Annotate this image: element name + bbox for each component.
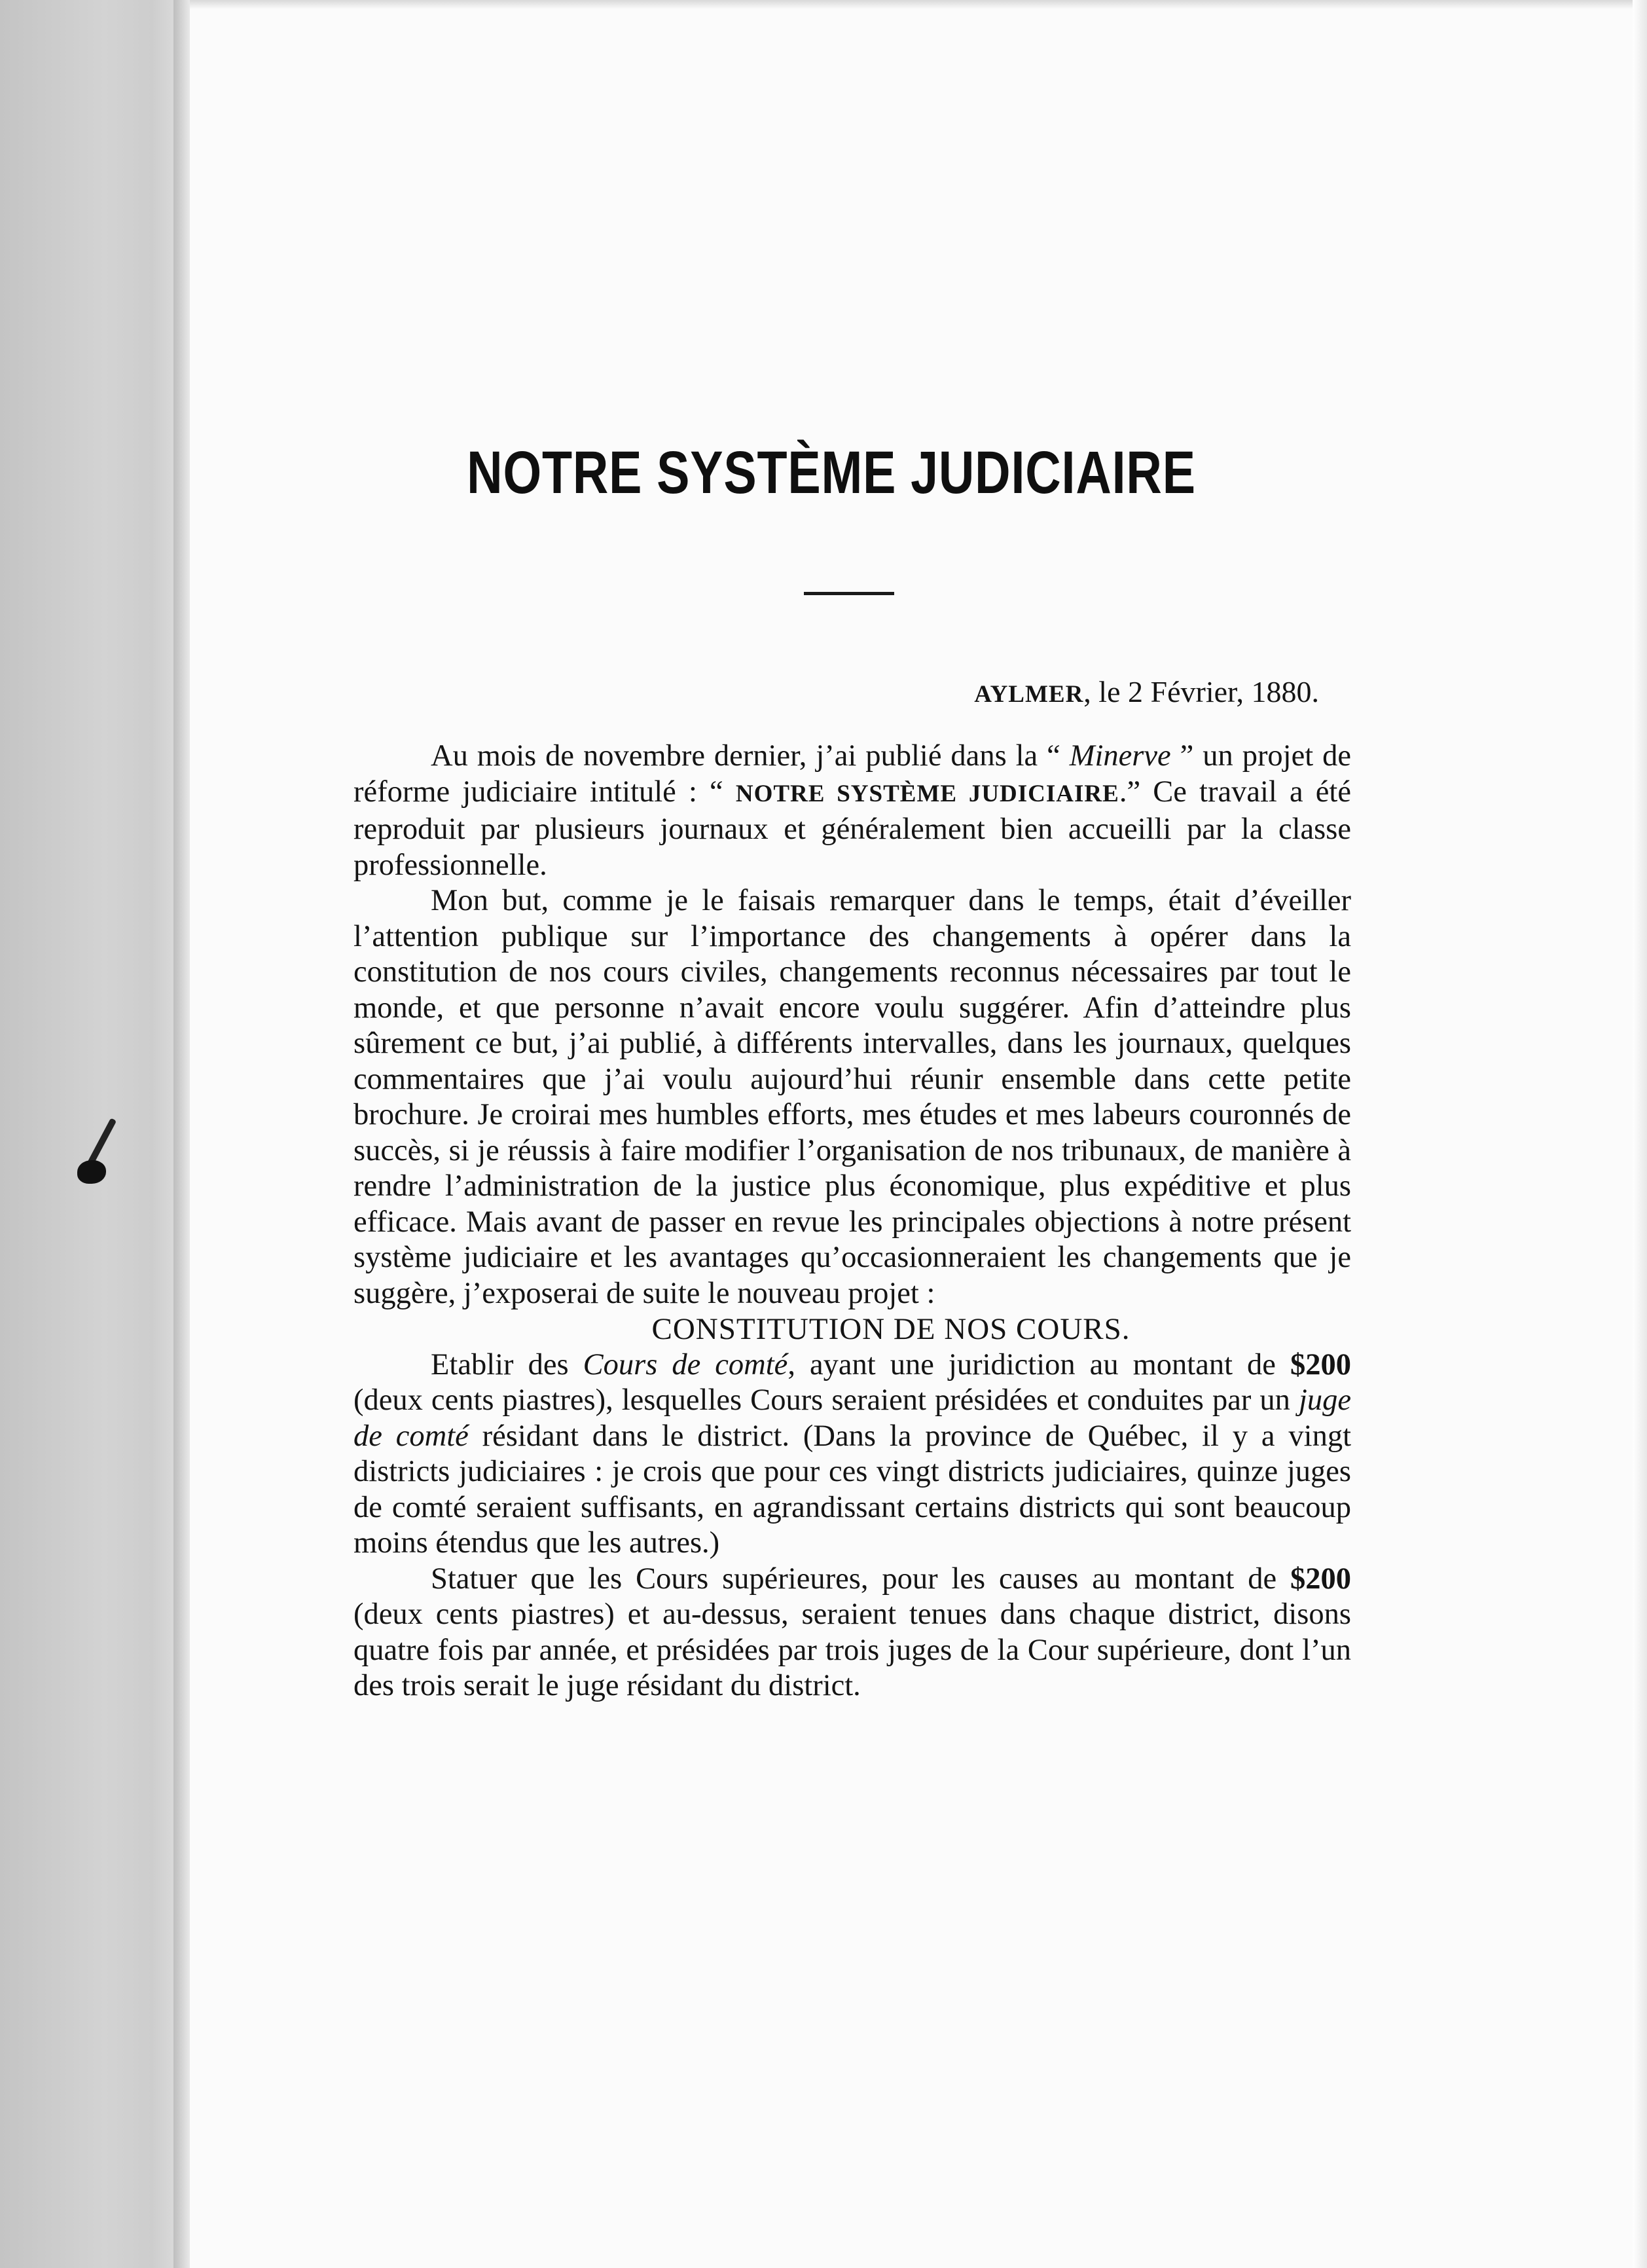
p1-text-a: Au mois de novembre dernier, j’ai publié dans la “	[431, 739, 1070, 773]
paragraph-3	[353, 1347, 1351, 1562]
paragraph-1	[353, 739, 1351, 883]
dateline-date: , le 2 Février, 1880.	[1083, 675, 1319, 708]
p1-text-c: .” Ce travail a été reproduit par plusieurs journaux et généralement bien accueilli par la classe professionnelle.	[353, 775, 1351, 882]
dateline	[851, 674, 1319, 709]
p3-text-d: résidant dans le district. (Dans la province de Québec, il y a vingt districts judiciaires : je crois que pour ces vingt districts judiciaires, quinze juges de comté seraient suffisants, en agrandissant certains districts qui sont beaucoup moins étendus que les autres.)	[353, 1419, 1351, 1560]
section-heading: CONSTITUTION DE NOS COURS.	[651, 1312, 1131, 1346]
ink-blot	[77, 1160, 106, 1184]
p3-text-c: (deux cents piastres), lesquelles Cours seraient présidées et conduites par un	[353, 1383, 1299, 1417]
dateline-place: AYLMER	[974, 681, 1084, 708]
page-title: NOTRE SYSTÈME JUDICIAIRE	[467, 439, 1196, 506]
p4-text-b: (deux cents piastres) et au-dessus, seraient tenues dans chaque district, disons quatre fois par année, et présidées par trois juges de la Cour supérieure, dont l’un des trois serait le juge résidant du district.	[353, 1598, 1351, 1702]
paragraph-2: Mon but, comme je le faisais remarquer dans le temps, était d’éveiller l’attention publique sur l’importance des changements à opérer dans la constitution de nos cours civiles, changements reconnus nécessaires par tout le monde, et que personne n’avait encore voulu suggérer. Afin d’atteindre plus sûrement ce but, j’ai publié, à différents intervalles, dans les journaux, quelques commentaires que j’ai voulu aujourd’hui réunir ensemble dans cette petite brochure. Je croirai mes humbles efforts, mes études et mes labeurs couronnés de succès, si je réussis à faire modifier l’organisation de nos tribunaux, de manière à rendre l’administration de la justice plus économique, plus expéditive et plus efficace. Mais avant de passer en revue les principales objections à notre présent système judiciaire et les avantages qu’occasionneraient les changements que je suggère, j’exposerai de suite le nouveau projet :	[353, 884, 1351, 1310]
p3-cours-de-comte: Cours de comté	[583, 1347, 788, 1381]
paragraph-4	[353, 1562, 1351, 1704]
title-rule	[804, 592, 894, 595]
p1-work-title: NOTRE SYSTÈME JUDICIAIRE	[735, 780, 1119, 807]
book-binding-margin	[0, 0, 190, 2268]
p1-text-b: ” un projet de réforme judiciaire intitulé : “	[353, 739, 1352, 809]
p3-amount: $200	[1290, 1347, 1351, 1381]
p3-juge-de-comte: juge de comté	[353, 1383, 1351, 1453]
p4-text-a: Statuer que les Cours supérieures, pour les causes au montant de	[431, 1562, 1290, 1596]
page-top-edge	[190, 0, 1633, 9]
page-right-edge	[1633, 0, 1647, 2268]
p1-newspaper-name: Minerve	[1069, 739, 1171, 773]
p3-text-a: Etablir des	[431, 1347, 583, 1381]
p4-amount: $200	[1290, 1562, 1351, 1596]
body-text	[353, 739, 1351, 1704]
p3-text-b: , ayant une juridiction au montant de	[787, 1347, 1290, 1381]
